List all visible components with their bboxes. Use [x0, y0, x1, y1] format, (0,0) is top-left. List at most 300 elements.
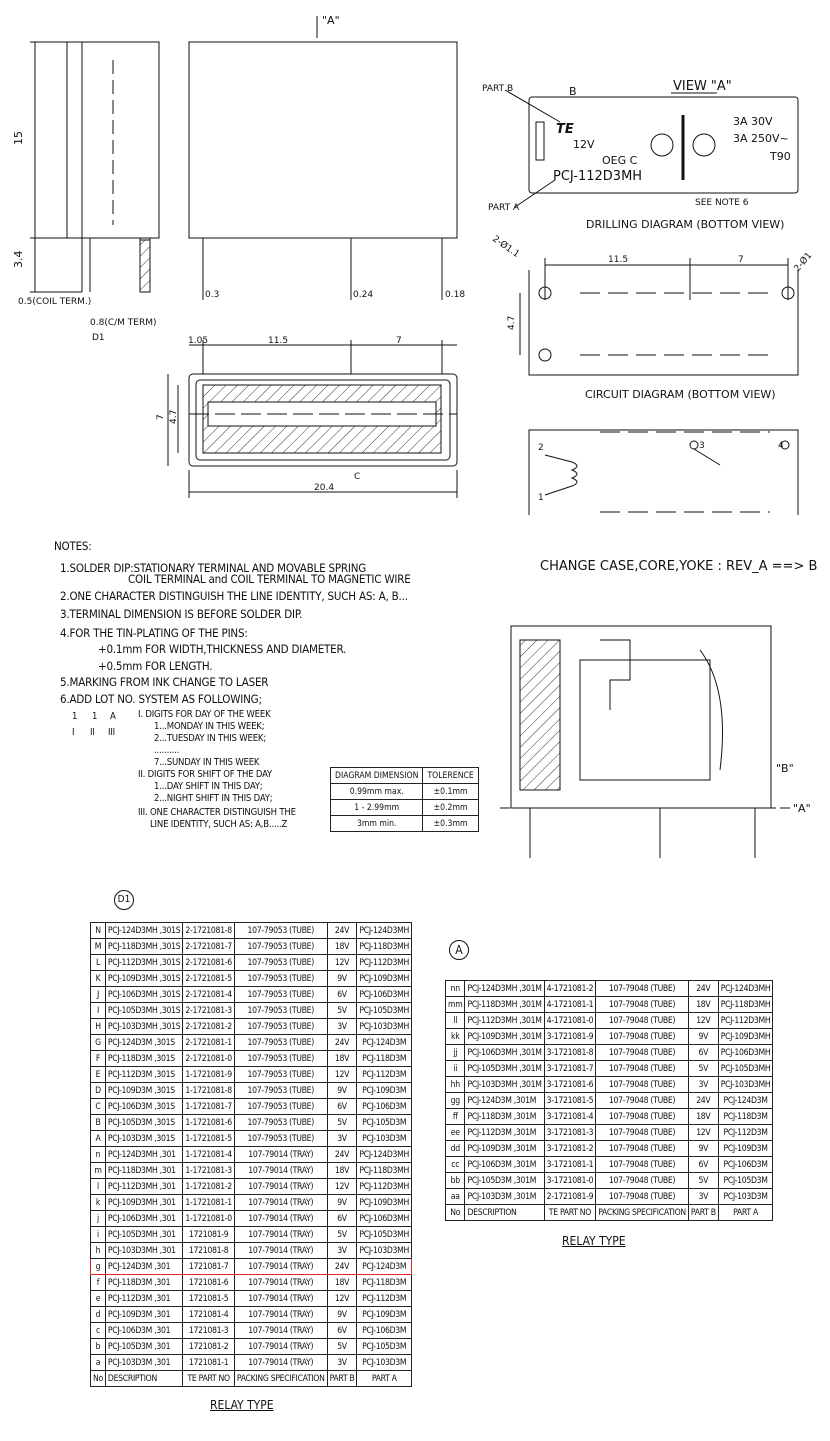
- table-a-caption: RELAY TYPE: [562, 1234, 626, 1248]
- tol-header: TOLERENCE: [423, 768, 478, 784]
- table-cell: 107-79014 (TRAY): [234, 1355, 327, 1371]
- table-cell: PCJ-118D3M ,301M: [465, 1109, 544, 1125]
- table-cell: 107-79014 (TRAY): [234, 1339, 327, 1355]
- table-cell: 1721081-4: [183, 1307, 235, 1323]
- table-cell: PCJ-106D3MH ,301: [105, 1211, 182, 1227]
- table-cell: 4-1721081-1: [544, 997, 596, 1013]
- table-row: [91, 1083, 412, 1099]
- table-row: [91, 923, 412, 939]
- header-cell: TE PART NO: [183, 1371, 235, 1387]
- table-cell: 6V: [327, 987, 357, 1003]
- table-cell: 2-1721081-3: [183, 1003, 235, 1019]
- table-row: [91, 1227, 412, 1243]
- table-cell: PCJ-109D3M: [718, 1141, 773, 1157]
- table-cell: PCJ-118D3M ,301S: [105, 1051, 182, 1067]
- table-cell: 2-1721081-6: [183, 955, 235, 971]
- marker-a: "A": [322, 14, 340, 27]
- table-cell: PCJ-118D3M ,301: [105, 1275, 182, 1291]
- dim-115: 11.5: [268, 336, 289, 346]
- table-cell: D: [91, 1083, 106, 1099]
- table-cell: 107-79053 (TUBE): [234, 1003, 327, 1019]
- header-cell: PART B: [688, 1205, 718, 1221]
- table-cell: 3-1721081-7: [544, 1061, 596, 1077]
- side-view: [30, 42, 159, 292]
- table-cell: PCJ-118D3MH ,301M: [465, 997, 544, 1013]
- table-cell: 9V: [327, 1307, 357, 1323]
- table-cell: 107-79014 (TRAY): [234, 1211, 327, 1227]
- header-cell: PACKING SPECIFICATION: [596, 1205, 689, 1221]
- table-cell: 107-79014 (TRAY): [234, 1259, 327, 1275]
- table-cell: d: [91, 1307, 106, 1323]
- note-line: +0.5mm FOR LENGTH.: [98, 658, 213, 673]
- table-row: [91, 1035, 412, 1051]
- table-cell: PCJ-106D3MH ,301M: [465, 1045, 544, 1061]
- table-cell: 1-1721081-4: [183, 1147, 235, 1163]
- table-cell: 12V: [688, 1125, 718, 1141]
- table-cell: 2-1721081-1: [183, 1035, 235, 1051]
- header-cell: No: [91, 1371, 106, 1387]
- table-cell: 1-1721081-9: [183, 1067, 235, 1083]
- table-cell: PCJ-112D3MH: [718, 1013, 773, 1029]
- table-cell: PCJ-106D3MH: [718, 1045, 773, 1061]
- table-cell: PCJ-112D3M ,301S: [105, 1067, 182, 1083]
- table-cell: 1721081-3: [183, 1323, 235, 1339]
- table-cell: PCJ-105D3MH: [718, 1061, 773, 1077]
- table-cell: 107-79048 (TUBE): [596, 1157, 689, 1173]
- table-cell: 3V: [327, 1243, 357, 1259]
- dim-pin: 3.4: [12, 250, 25, 268]
- table-row: [446, 1029, 773, 1045]
- drill-7: 7: [738, 255, 744, 265]
- table-cell: PCJ-112D3MH: [357, 955, 412, 971]
- section-b-label: "B": [776, 762, 794, 775]
- relay-type-table-a: [445, 980, 773, 1221]
- table-cell: m: [91, 1163, 106, 1179]
- tol-cell: 0.99mm max.: [331, 784, 423, 800]
- table-cell: 107-79014 (TRAY): [234, 1195, 327, 1211]
- table-cell: PCJ-124D3M ,301: [105, 1259, 182, 1275]
- note-line: I. DIGITS FOR DAY OF THE WEEK: [138, 709, 271, 720]
- table-cell: PCJ-118D3M: [357, 1051, 412, 1067]
- header-cell: DESCRIPTION: [105, 1371, 182, 1387]
- table-cell: 107-79048 (TUBE): [596, 1029, 689, 1045]
- section-view: [500, 626, 790, 858]
- table-cell: 2-1721081-4: [183, 987, 235, 1003]
- table-cell: K: [91, 971, 106, 987]
- table-cell: N: [91, 923, 106, 939]
- table-cell: PCJ-103D3M ,301: [105, 1355, 182, 1371]
- relay-type-table-d1: [90, 922, 412, 1387]
- table-cell: 1-1721081-5: [183, 1131, 235, 1147]
- lot-label-1: I: [72, 727, 75, 738]
- table-cell: 24V: [327, 923, 357, 939]
- table-cell: 107-79014 (TRAY): [234, 1307, 327, 1323]
- table-row: [91, 1067, 412, 1083]
- table-cell: 1721081-5: [183, 1291, 235, 1307]
- table-cell: 3V: [327, 1131, 357, 1147]
- table-header: [91, 1371, 412, 1387]
- table-cell: I: [91, 1003, 106, 1019]
- header-cell: No: [446, 1205, 465, 1221]
- note-line: 3.TERMINAL DIMENSION IS BEFORE SOLDER DIP.: [60, 607, 303, 621]
- pin-2: 2: [538, 443, 544, 453]
- table-cell: cc: [446, 1157, 465, 1173]
- table-cell: 107-79048 (TUBE): [596, 1013, 689, 1029]
- table-cell: 3-1721081-5: [544, 1093, 596, 1109]
- table-row: [91, 1275, 412, 1291]
- table-cell: PCJ-106D3MH ,301S: [105, 987, 182, 1003]
- tol-cell: ±0.1mm: [423, 784, 478, 800]
- table-cell: ii: [446, 1061, 465, 1077]
- note-line: ..........: [154, 745, 180, 756]
- table-row: [446, 981, 773, 997]
- table-cell: PCJ-105D3M ,301S: [105, 1115, 182, 1131]
- table-row: [446, 1125, 773, 1141]
- table-cell: 18V: [327, 1163, 357, 1179]
- tol-cell: ±0.3mm: [423, 816, 478, 832]
- table-cell: 107-79014 (TRAY): [234, 1147, 327, 1163]
- lot-label-3: III: [108, 727, 115, 738]
- table-cell: PCJ-106D3M ,301S: [105, 1099, 182, 1115]
- table-row: [446, 1173, 773, 1189]
- table-row: [91, 1099, 412, 1115]
- table-cell: 107-79053 (TUBE): [234, 1115, 327, 1131]
- table-cell: PCJ-105D3MH ,301: [105, 1227, 182, 1243]
- table-cell: PCJ-118D3M: [718, 1109, 773, 1125]
- table-cell: 3-1721081-6: [544, 1077, 596, 1093]
- table-cell: PCJ-118D3MH: [357, 1163, 412, 1179]
- table-cell: 107-79053 (TUBE): [234, 1083, 327, 1099]
- table-cell: PCJ-109D3M ,301S: [105, 1083, 182, 1099]
- table-cell: 9V: [327, 1195, 357, 1211]
- table-cell: PCJ-112D3M: [718, 1125, 773, 1141]
- table-a-marker: A: [449, 940, 469, 960]
- table-cell: 107-79048 (TUBE): [596, 1109, 689, 1125]
- table-row: [91, 971, 412, 987]
- table-cell: 4-1721081-0: [544, 1013, 596, 1029]
- lot-box-2: 1: [92, 711, 98, 722]
- table-cell: PCJ-106D3M: [357, 1323, 412, 1339]
- table-cell: 18V: [688, 1109, 718, 1125]
- dim-204: 20.4: [314, 483, 335, 493]
- table-cell: PCJ-109D3M: [357, 1307, 412, 1323]
- marking-model: PCJ-112D3MH: [553, 169, 643, 184]
- table-cell: 1721081-6: [183, 1275, 235, 1291]
- circuit-diagram: [529, 430, 798, 515]
- table-cell: nn: [446, 981, 465, 997]
- note-line: 2...TUESDAY IN THIS WEEK;: [154, 733, 267, 744]
- table-cell: 18V: [327, 939, 357, 955]
- table-row: [91, 1163, 412, 1179]
- table-cell: 107-79053 (TUBE): [234, 955, 327, 971]
- tolerance-table: [330, 767, 479, 832]
- table-cell: PCJ-112D3MH ,301: [105, 1179, 182, 1195]
- header-cell: PART B: [327, 1371, 357, 1387]
- coil-term: 0.5(COIL TERM.): [18, 297, 92, 307]
- pin-1: 1: [538, 493, 544, 503]
- dim-47: 4.7: [169, 409, 179, 424]
- table-cell: 107-79053 (TUBE): [234, 1051, 327, 1067]
- table-cell: PCJ-103D3M ,301S: [105, 1131, 182, 1147]
- table-cell: PCJ-124D3MH ,301M: [465, 981, 544, 997]
- table-row: [91, 1179, 412, 1195]
- table-cell: j: [91, 1211, 106, 1227]
- dim-105: 1.05: [188, 336, 209, 346]
- table-cell: PCJ-112D3M: [357, 1067, 412, 1083]
- table-cell: 3-1721081-2: [544, 1141, 596, 1157]
- table-cell: PCJ-106D3MH: [357, 1211, 412, 1227]
- table-cell: 107-79053 (TUBE): [234, 1035, 327, 1051]
- table-cell: PCJ-103D3MH: [357, 1243, 412, 1259]
- t90-label: T90: [770, 150, 791, 163]
- table-cell: PCJ-103D3MH ,301: [105, 1243, 182, 1259]
- table-cell: dd: [446, 1141, 465, 1157]
- table-cell: 3V: [327, 1019, 357, 1035]
- table-cell: 5V: [327, 1003, 357, 1019]
- table-cell: PCJ-124D3MH: [718, 981, 773, 997]
- dim-024: 0.24: [353, 290, 374, 300]
- table-cell: PCJ-105D3M: [357, 1115, 412, 1131]
- tol-header: DIAGRAM DIMENSION: [331, 768, 423, 784]
- lot-box-1: 1: [72, 711, 78, 722]
- table-cell: 3-1721081-4: [544, 1109, 596, 1125]
- table-cell: 107-79048 (TUBE): [596, 1093, 689, 1109]
- table-cell: F: [91, 1051, 106, 1067]
- note-line: 4.FOR THE TIN-PLATING OF THE PINS:: [60, 625, 248, 640]
- table-cell: 5V: [327, 1227, 357, 1243]
- table-cell: 107-79053 (TUBE): [234, 987, 327, 1003]
- notes-title: NOTES:: [54, 539, 92, 553]
- table-row: [91, 1355, 412, 1371]
- table-cell: PCJ-109D3MH ,301M: [465, 1029, 544, 1045]
- table-cell: ff: [446, 1109, 465, 1125]
- table-cell: 2-1721081-0: [183, 1051, 235, 1067]
- section-a-label: "A": [793, 802, 811, 815]
- table-cell: PCJ-109D3MH ,301S: [105, 971, 182, 987]
- note-line: 1.SOLDER DIP:STATIONARY TERMINAL AND MOVABLE SPRING: [60, 560, 367, 575]
- table-cell: 1-1721081-1: [183, 1195, 235, 1211]
- table-cell: 107-79014 (TRAY): [234, 1227, 327, 1243]
- table-cell: 24V: [327, 1035, 357, 1051]
- pin-3: 3: [699, 441, 705, 451]
- table-cell: 3-1721081-8: [544, 1045, 596, 1061]
- table-cell: jj: [446, 1045, 465, 1061]
- table-cell: aa: [446, 1189, 465, 1205]
- note-line: 7...SUNDAY IN THIS WEEK: [154, 757, 260, 768]
- lot-box-3: A: [110, 711, 116, 722]
- note-line: 2.ONE CHARACTER DISTINGUISH THE LINE IDENTITY, SUCH AS: A, B...: [60, 588, 408, 603]
- table-cell: 107-79053 (TUBE): [234, 939, 327, 955]
- table-cell: 24V: [688, 1093, 718, 1109]
- table-cell: PCJ-124D3M ,301S: [105, 1035, 182, 1051]
- table-cell: 107-79014 (TRAY): [234, 1179, 327, 1195]
- table-cell: PCJ-112D3M ,301M: [465, 1125, 544, 1141]
- table-cell: PCJ-118D3MH: [357, 939, 412, 955]
- table-d1-marker: D1: [114, 890, 134, 910]
- table-cell: L: [91, 955, 106, 971]
- table-cell: 9V: [688, 1029, 718, 1045]
- table-cell: 18V: [327, 1051, 357, 1067]
- table-cell: PCJ-106D3M: [357, 1099, 412, 1115]
- table-cell: 107-79014 (TRAY): [234, 1291, 327, 1307]
- table-cell: k: [91, 1195, 106, 1211]
- note-line: 1...DAY SHIFT IN THIS DAY;: [154, 781, 263, 792]
- table-cell: 3-1721081-9: [544, 1029, 596, 1045]
- table-cell: PCJ-118D3MH ,301: [105, 1163, 182, 1179]
- header-cell: PART A: [718, 1205, 773, 1221]
- marking-oeg: OEG C: [602, 154, 638, 167]
- table-cell: 1-1721081-0: [183, 1211, 235, 1227]
- table-cell: 3V: [688, 1189, 718, 1205]
- table-row: [91, 1195, 412, 1211]
- table-cell: gg: [446, 1093, 465, 1109]
- table-cell: PCJ-103D3M ,301M: [465, 1189, 544, 1205]
- table-cell: bb: [446, 1173, 465, 1189]
- table-cell: 1-1721081-6: [183, 1115, 235, 1131]
- table-row: [446, 1045, 773, 1061]
- table-cell: PCJ-109D3MH: [718, 1029, 773, 1045]
- table-cell: 107-79014 (TRAY): [234, 1275, 327, 1291]
- header-cell: PART A: [357, 1371, 412, 1387]
- table-cell: 5V: [327, 1339, 357, 1355]
- table-cell: PCJ-109D3MH: [357, 1195, 412, 1211]
- table-cell: PCJ-118D3MH ,301S: [105, 939, 182, 955]
- table-cell: 2-1721081-8: [183, 923, 235, 939]
- table-cell: ll: [446, 1013, 465, 1029]
- table-d1-caption: RELAY TYPE: [210, 1398, 274, 1412]
- table-cell: H: [91, 1019, 106, 1035]
- table-cell: 107-79053 (TUBE): [234, 1131, 327, 1147]
- table-cell: 107-79053 (TUBE): [234, 1099, 327, 1115]
- table-cell: 1-1721081-2: [183, 1179, 235, 1195]
- table-cell: 2-1721081-7: [183, 939, 235, 955]
- table-row: [91, 1051, 412, 1067]
- table-cell: PCJ-103D3M: [357, 1355, 412, 1371]
- table-cell: 24V: [688, 981, 718, 997]
- table-cell: 2-1721081-9: [544, 1189, 596, 1205]
- table-cell: PCJ-112D3MH: [357, 1179, 412, 1195]
- rating-1: 3A 30V: [733, 115, 773, 128]
- drill-115: 11.5: [608, 255, 629, 265]
- note-line: 1...MONDAY IN THIS WEEK;: [154, 721, 265, 732]
- table-cell: 24V: [327, 1259, 357, 1275]
- table-cell: 107-79048 (TUBE): [596, 1125, 689, 1141]
- table-cell: 18V: [688, 997, 718, 1013]
- table-cell: 107-79048 (TUBE): [596, 1189, 689, 1205]
- table-cell: ee: [446, 1125, 465, 1141]
- table-cell: 1721081-8: [183, 1243, 235, 1259]
- table-cell: 6V: [327, 1323, 357, 1339]
- table-row: [91, 1291, 412, 1307]
- table-cell: kk: [446, 1029, 465, 1045]
- table-row: [446, 1077, 773, 1093]
- table-cell: b: [91, 1339, 106, 1355]
- dim-height: 15: [12, 131, 25, 145]
- lot-label-2: II: [90, 727, 95, 738]
- table-cell: 107-79048 (TUBE): [596, 981, 689, 997]
- table-cell: PCJ-109D3M ,301: [105, 1307, 182, 1323]
- note-line: 6.ADD LOT NO. SYSTEM AS FOLLOWING;: [60, 691, 262, 706]
- table-cell: PCJ-109D3MH ,301: [105, 1195, 182, 1211]
- table-cell: 12V: [327, 1179, 357, 1195]
- table-cell: 6V: [327, 1211, 357, 1227]
- marking-12v: 12V: [573, 138, 595, 151]
- table-row: [446, 1061, 773, 1077]
- drilling-title: DRILLING DIAGRAM (BOTTOM VIEW): [586, 218, 785, 231]
- table-cell: PCJ-112D3M ,301: [105, 1291, 182, 1307]
- table-cell: PCJ-109D3M ,301M: [465, 1141, 544, 1157]
- table-cell: n: [91, 1147, 106, 1163]
- table-cell: f: [91, 1275, 106, 1291]
- table-cell: PCJ-124D3M: [357, 1035, 412, 1051]
- note-line: 5.MARKING FROM INK CHANGE TO LASER: [60, 675, 269, 689]
- tol-cell: 1 - 2.99mm: [331, 800, 423, 816]
- table-row: [446, 1157, 773, 1173]
- table-row: [446, 1109, 773, 1125]
- table-cell: 107-79053 (TUBE): [234, 971, 327, 987]
- header-cell: PACKING SPECIFICATION: [234, 1371, 327, 1387]
- table-cell: PCJ-124D3MH: [357, 923, 412, 939]
- table-cell: PCJ-103D3M: [718, 1189, 773, 1205]
- table-cell: PCJ-106D3M: [718, 1157, 773, 1173]
- note-line: II. DIGITS FOR SHIFT OF THE DAY: [138, 769, 273, 780]
- table-cell: 107-79048 (TUBE): [596, 1141, 689, 1157]
- note-line: +0.1mm FOR WIDTH,THICKNESS AND DIAMETER.: [98, 642, 347, 656]
- table-row: [91, 1019, 412, 1035]
- table-cell: 1-1721081-8: [183, 1083, 235, 1099]
- table-cell: 1721081-1: [183, 1355, 235, 1371]
- table-cell: PCJ-103D3M: [357, 1131, 412, 1147]
- dim-018: 0.18: [445, 290, 466, 300]
- table-row: [91, 1307, 412, 1323]
- table-row: [91, 1211, 412, 1227]
- table-cell: 107-79048 (TUBE): [596, 1045, 689, 1061]
- note-line: III. ONE CHARACTER DISTINGUISH THE: [138, 807, 296, 818]
- table-cell: 107-79014 (TRAY): [234, 1323, 327, 1339]
- table-cell: 1721081-9: [183, 1227, 235, 1243]
- table-cell: 3-1721081-0: [544, 1173, 596, 1189]
- table-row: [91, 987, 412, 1003]
- table-cell: PCJ-112D3M: [357, 1291, 412, 1307]
- table-row: [446, 1013, 773, 1029]
- see-note: SEE NOTE 6: [695, 198, 749, 208]
- table-cell: 1721081-2: [183, 1339, 235, 1355]
- rev-c: C: [354, 472, 361, 482]
- rev-b-marker: B: [569, 85, 577, 98]
- table-row: [91, 1147, 412, 1163]
- table-cell: 9V: [688, 1141, 718, 1157]
- hole-label-2: 2-Ø1: [792, 250, 815, 274]
- table-cell: 107-79053 (TUBE): [234, 1019, 327, 1035]
- table-cell: PCJ-124D3M ,301M: [465, 1093, 544, 1109]
- table-cell: PCJ-106D3M ,301M: [465, 1157, 544, 1173]
- table-cell: 12V: [327, 1291, 357, 1307]
- hole-label-1: 2-Ø1.1: [490, 234, 521, 260]
- table-cell: 5V: [688, 1173, 718, 1189]
- rev-change-note: CHANGE CASE,CORE,YOKE : REV_A ==> B: [540, 559, 818, 574]
- table-cell: c: [91, 1323, 106, 1339]
- table-cell: PCJ-124D3M: [718, 1093, 773, 1109]
- table-cell: 6V: [688, 1045, 718, 1061]
- table-cell: 3V: [688, 1077, 718, 1093]
- table-cell: PCJ-124D3M: [357, 1259, 412, 1275]
- table-cell: 5V: [327, 1115, 357, 1131]
- table-cell: PCJ-105D3MH ,301S: [105, 1003, 182, 1019]
- table-cell: PCJ-118D3M: [357, 1275, 412, 1291]
- table-row: [91, 955, 412, 971]
- tol-cell: ±0.2mm: [423, 800, 478, 816]
- table-cell: a: [91, 1355, 106, 1371]
